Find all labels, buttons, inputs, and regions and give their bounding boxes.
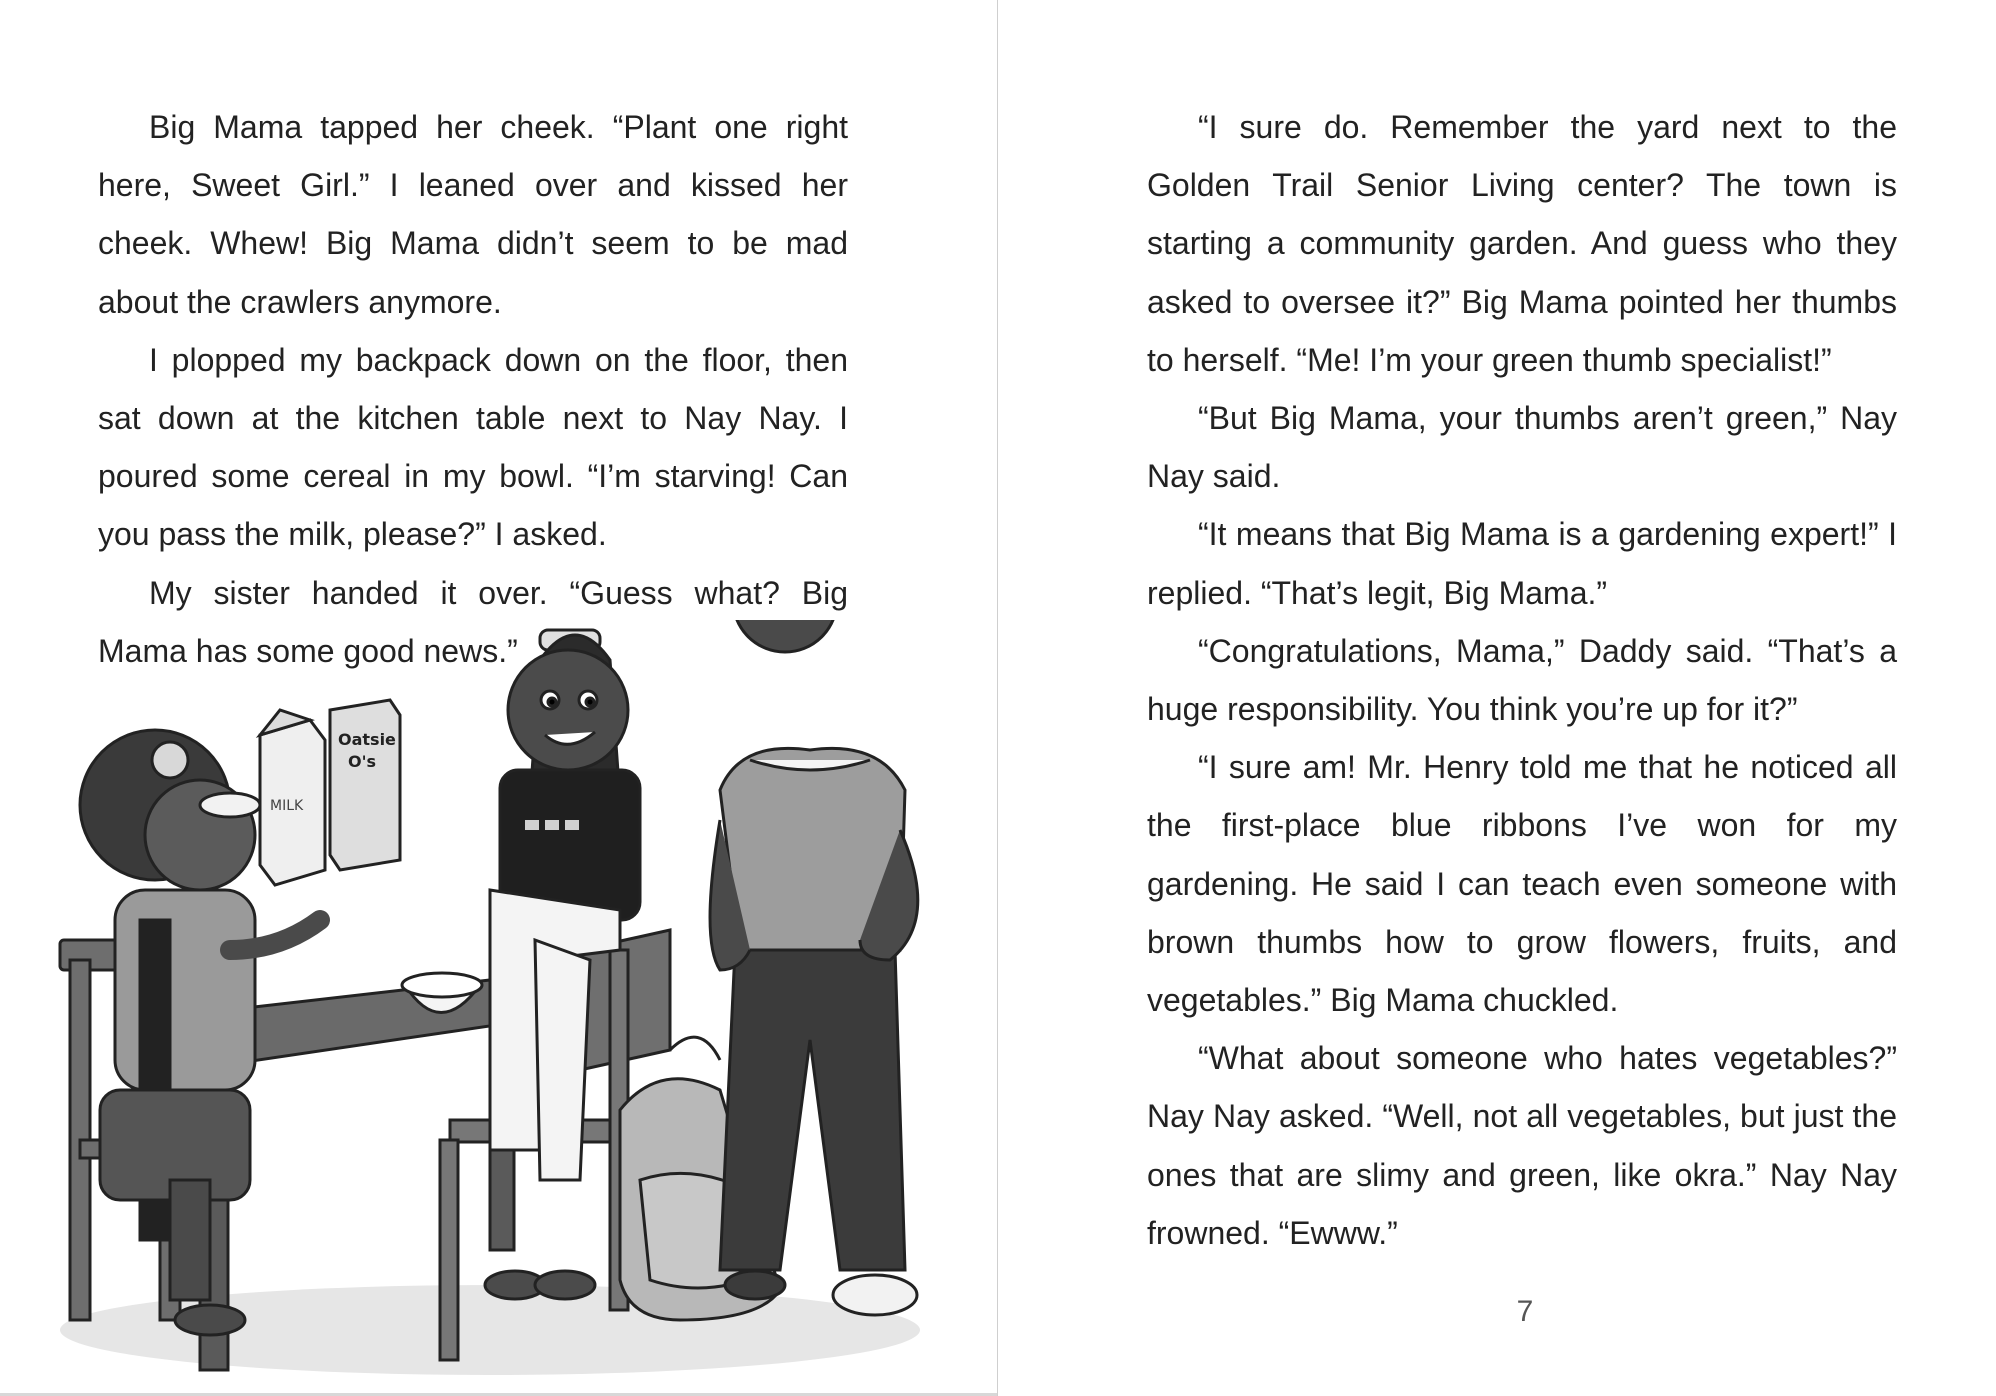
paragraph: “I sure am! Mr. Henry told me that he noticed all the first-place blue ribbons I’ve won for my gardening. He said I can teach even someone with brown thumbs how to grow flowers, fruits, and vegetables.” Big Mama chuckled. — [1147, 749, 1897, 1019]
paragraph: I plopped my backpack down on the floor, then sat down at the kitchen table next to Nay Nay. I poured some cereal in my bowl. “I’m starving! Can you pass the milk, please?” I asked. — [98, 341, 848, 553]
cereal-label-line2: O's — [348, 752, 377, 771]
cereal-label-line1: Oatsie — [338, 730, 396, 749]
paragraph: “What about someone who hates vegetables?” Nay Nay asked. “Well, not all vegetables, but just the ones that are slimy and green, like okra.” Nay Nay frowned. “Ewww.” — [1147, 1040, 1897, 1251]
kitchen-table-illustration — [20, 620, 980, 1390]
cereal-box — [330, 700, 400, 870]
paragraph: “It means that Big Mama is a gardening expert!” I replied. “That’s legit, Big Mama.” — [1147, 516, 1897, 611]
paragraph: My sister handed it over. “Guess what? Big Mama has some good news.” — [98, 574, 848, 669]
page-number: 7 — [1516, 1295, 1534, 1328]
left-page-text — [98, 98, 848, 680]
paragraph: “Congratulations, Mama,” Daddy said. “That’s a huge responsibility. You think you’re up for it?” — [1147, 632, 1897, 728]
big-mama-figure — [710, 620, 918, 1315]
milk-carton — [260, 710, 325, 885]
milk-label: MILK — [270, 798, 304, 814]
right-page — [998, 0, 1996, 1396]
cereal-bowl — [200, 793, 260, 817]
paragraph: Big Mama tapped her cheek. “Plant one right here, Sweet Girl.” I leaned over and kissed her cheek. Whew! Big Mama didn’t seem to be mad about the crawlers anymore. — [98, 109, 848, 320]
paragraph: “I sure do. Remember the yard next to the Golden Trail Senior Living center? The town is starting a community garden. And guess who they asked to oversee it?” Big Mama pointed her thumbs to herself. “Me! I’m your green thumb specialist!” — [1147, 109, 1897, 378]
paragraph: “But Big Mama, your thumbs aren’t green,” Nay Nay said. — [1147, 400, 1897, 495]
right-page-text — [1147, 98, 1897, 1262]
